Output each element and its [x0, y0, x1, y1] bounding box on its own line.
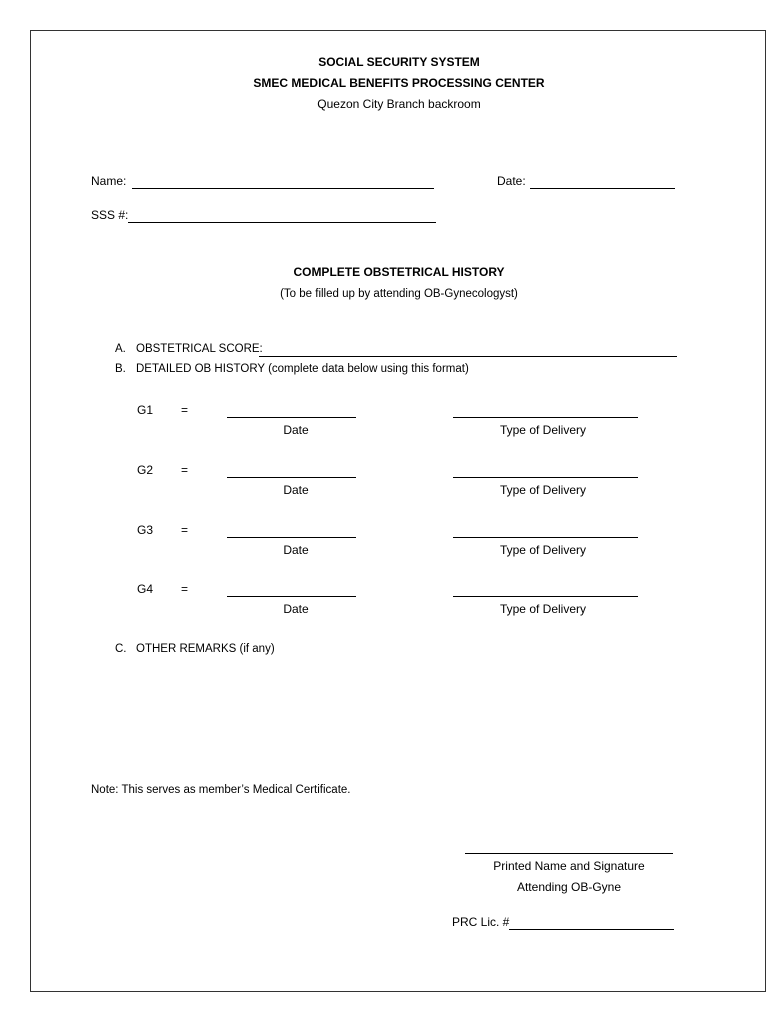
date-caption: Date	[283, 483, 309, 497]
name-label: Name:	[91, 174, 127, 188]
delivery-caption: Type of Delivery	[499, 543, 587, 557]
g3-date-field[interactable]	[227, 537, 356, 538]
g1-date-field[interactable]	[227, 417, 356, 418]
item-a-letter: A.	[115, 343, 126, 355]
equals-sign: =	[181, 403, 189, 417]
item-b-letter: B.	[115, 363, 126, 375]
prc-field[interactable]	[509, 929, 674, 930]
name-field[interactable]	[132, 188, 434, 189]
gravida-label: G3	[137, 523, 154, 537]
equals-sign: =	[181, 463, 189, 477]
item-b-label: DETAILED OB HISTORY (complete data below using this format)	[136, 363, 469, 375]
remarks-area[interactable]	[136, 663, 676, 773]
sss-field[interactable]	[128, 222, 436, 223]
date-caption: Date	[283, 543, 309, 557]
signature-role: Attending OB-Gyne	[516, 880, 622, 894]
g2-date-field[interactable]	[227, 477, 356, 478]
prc-label: PRC Lic. #	[452, 915, 510, 929]
equals-sign: =	[181, 523, 189, 537]
item-c-label: OTHER REMARKS (if any)	[136, 643, 275, 655]
header-branch: Quezon City Branch backroom	[317, 97, 481, 111]
date-label: Date:	[497, 174, 526, 188]
section-subtitle: (To be filled up by attending OB-Gynecologyst)	[280, 288, 518, 300]
gravida-label: G4	[137, 582, 154, 596]
g2-delivery-field[interactable]	[453, 477, 638, 478]
sss-label: SSS #:	[91, 208, 129, 222]
gravida-label: G1	[137, 403, 154, 417]
equals-sign: =	[181, 582, 189, 596]
obstetrical-score-field[interactable]	[259, 356, 677, 357]
item-a-label: OBSTETRICAL SCORE:	[136, 343, 263, 355]
delivery-caption: Type of Delivery	[499, 602, 587, 616]
header-org: SOCIAL SECURITY SYSTEM	[318, 55, 480, 69]
g4-date-field[interactable]	[227, 596, 356, 597]
date-field[interactable]	[530, 188, 675, 189]
delivery-caption: Type of Delivery	[499, 423, 587, 437]
date-caption: Date	[283, 602, 309, 616]
header-center: SMEC MEDICAL BENEFITS PROCESSING CENTER	[253, 76, 545, 90]
signature-caption: Printed Name and Signature	[493, 859, 645, 873]
section-title: COMPLETE OBSTETRICAL HISTORY	[293, 265, 505, 279]
delivery-caption: Type of Delivery	[499, 483, 587, 497]
g3-delivery-field[interactable]	[453, 537, 638, 538]
g1-delivery-field[interactable]	[453, 417, 638, 418]
date-caption: Date	[283, 423, 309, 437]
g4-delivery-field[interactable]	[453, 596, 638, 597]
note-text: Note: This serves as member’s Medical Certificate.	[91, 784, 351, 796]
signature-field[interactable]	[465, 853, 673, 854]
gravida-label: G2	[137, 463, 154, 477]
item-c-letter: C.	[115, 643, 127, 655]
form-page	[30, 30, 766, 992]
